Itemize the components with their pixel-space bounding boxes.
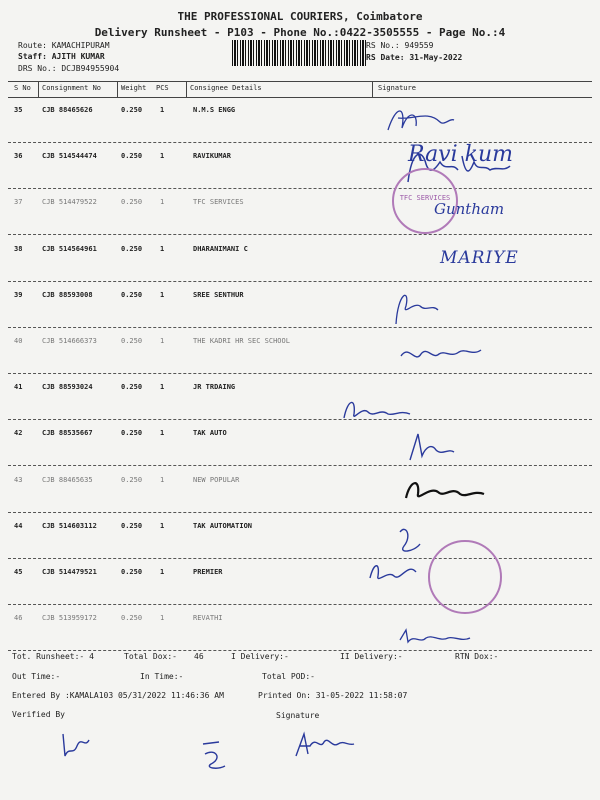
sno-cell: 44: [14, 521, 23, 530]
consignment-cell: CJB 88535667: [42, 429, 93, 438]
total-pod: Total POD:-: [262, 672, 315, 681]
rs-number: RS No.: 949559: [366, 41, 434, 50]
consignment-cell: CJB 514666373: [42, 337, 97, 345]
weight-cell: 0.250: [121, 429, 143, 438]
consignee-cell: TAK AUTO: [193, 429, 227, 438]
sno-cell: 37: [14, 198, 23, 207]
pcs-cell: 1: [160, 152, 165, 161]
table-row: [0, 560, 600, 606]
signature-41: [338, 394, 418, 424]
pcs-cell: 1: [160, 337, 165, 345]
consignment-cell: CJB 88465635: [42, 475, 93, 484]
col-divider: [372, 82, 373, 97]
col-header-signature: Signature: [378, 84, 416, 92]
signature-39: [388, 282, 448, 332]
weight-cell: 0.250: [121, 198, 143, 207]
weight-cell: 0.250: [121, 568, 143, 576]
consignment-cell: CJB 513959172: [42, 614, 97, 623]
staff-label: Staff: AJITH KUMAR: [18, 52, 105, 61]
pcs-cell: 1: [160, 475, 165, 484]
out-time: Out Time:-: [12, 672, 61, 681]
barcode: [232, 40, 366, 66]
consignee-cell: THE KADRI HR SEC SCHOOL: [193, 337, 290, 345]
weight-cell: 0.250: [121, 614, 143, 623]
consignee-cell: DHARANIMANI C: [193, 244, 248, 253]
consignment-cell: CJB 88593008: [42, 290, 93, 299]
table-row: [0, 375, 600, 421]
verifier-signature-1: [55, 726, 95, 766]
consignment-cell: CJB 514603112: [42, 521, 97, 530]
col-header-pcs: PCS: [156, 84, 169, 92]
consignee-cell: PREMIER: [193, 568, 223, 576]
table-row: [0, 468, 600, 514]
pcs-cell: 1: [160, 521, 165, 530]
table-row: [0, 190, 600, 236]
total-dox-label: Total Dox:-: [124, 652, 177, 661]
consignee-cell: N.M.S ENGG: [193, 106, 236, 114]
signature-42: [402, 430, 462, 466]
company-title: THE PROFESSIONAL COURIERS, Coimbatore: [177, 10, 423, 23]
signature-37-text: Guntham: [434, 200, 505, 218]
pcs-cell: 1: [160, 244, 165, 253]
sno-cell: 36: [14, 152, 23, 161]
row-separator: [8, 234, 592, 235]
row-separator: [8, 373, 592, 374]
table-row: [0, 514, 600, 560]
consignee-cell: TAK AUTOMATION: [193, 521, 253, 530]
table-row: [0, 606, 600, 652]
consignment-cell: CJB 514564961: [42, 244, 97, 253]
ii-delivery: II Delivery:-: [340, 652, 403, 661]
consignee-cell: JR TRDAING: [193, 383, 236, 392]
signature-43: [400, 476, 490, 506]
row-separator: [8, 327, 592, 328]
weight-cell: 0.250: [121, 290, 143, 299]
col-header-weight: Weight: [121, 84, 147, 92]
consignment-cell: CJB 514479522: [42, 198, 97, 207]
table-row: [0, 421, 600, 467]
consignee-cell: TFC SERVICES: [193, 198, 244, 207]
signature-36-text: Ravi kum: [408, 142, 514, 167]
printed-on: Printed On: 31-05-2022 11:58:07: [258, 691, 408, 700]
pcs-cell: 1: [160, 568, 165, 576]
table-row: [0, 283, 600, 329]
sno-cell: 42: [14, 429, 23, 438]
pcs-cell: 1: [160, 429, 165, 438]
weight-cell: 0.250: [121, 106, 143, 114]
drs-number: DRS No.: DCJB94955904: [18, 64, 120, 73]
sno-cell: 39: [14, 290, 23, 299]
verified-by: Verified By: [12, 710, 65, 719]
signature-40: [395, 342, 485, 366]
consignee-cell: RAVIKUMAR: [193, 152, 231, 161]
consignment-cell: CJB 88465626: [42, 106, 93, 114]
route-label: Route: KAMACHIPURAM: [18, 41, 110, 50]
pcs-cell: 1: [160, 198, 165, 207]
col-header-sno: S No: [14, 84, 31, 92]
row-separator: [8, 281, 592, 282]
pcs-cell: 1: [160, 614, 165, 623]
col-divider: [117, 82, 118, 97]
tot-runsheet: Tot. Runsheet:- 4: [12, 652, 94, 661]
consignee-cell: SREE SENTHUR: [193, 290, 244, 299]
col-header-consignee: Consignee Details: [190, 84, 262, 92]
total-dox-value: 46: [194, 652, 204, 661]
row-separator: [8, 604, 592, 605]
row-separator: [8, 419, 592, 420]
signature-35: [378, 100, 458, 140]
entered-by: Entered By :KAMALA103 05/31/2022 11:46:36 AM: [12, 691, 224, 700]
consignment-cell: CJB 514544474: [42, 152, 97, 161]
pcs-cell: 1: [160, 106, 165, 114]
sno-cell: 43: [14, 475, 23, 484]
runsheet-title: Delivery Runsheet - P103 - Phone No.:0422-3505555 - Page No.:4: [94, 26, 506, 39]
sno-cell: 38: [14, 244, 23, 253]
signature-46: [396, 628, 476, 648]
weight-cell: 0.250: [121, 521, 143, 530]
consignment-cell: CJB 88593024: [42, 383, 93, 392]
consignee-cell: NEW POPULAR: [193, 475, 240, 484]
stamp-text: TFC SERVICES: [399, 194, 451, 202]
row-separator: [8, 512, 592, 513]
pcs-cell: 1: [160, 383, 165, 392]
weight-cell: 0.250: [121, 475, 143, 484]
sno-cell: 40: [14, 337, 23, 345]
weight-cell: 0.250: [121, 337, 143, 345]
in-time: In Time:-: [140, 672, 184, 681]
pcs-cell: 1: [160, 290, 165, 299]
table-row: [0, 98, 600, 144]
rs-date: RS Date: 31-May-2022: [366, 53, 463, 62]
rtn-dox: RTN Dox:-: [455, 652, 499, 661]
signature-38-text: MARIYE: [440, 248, 519, 268]
i-delivery: I Delivery:-: [231, 652, 289, 661]
sno-cell: 45: [14, 568, 23, 576]
sno-cell: 41: [14, 383, 23, 392]
table-row: [0, 329, 600, 375]
header-top-rule: [8, 81, 592, 82]
sno-cell: 35: [14, 106, 23, 114]
weight-cell: 0.250: [121, 244, 143, 253]
signature-label: Signature: [276, 711, 320, 720]
row-separator: [8, 650, 592, 651]
company-stamp-2: [428, 540, 502, 614]
col-divider: [38, 82, 39, 97]
row-separator: [8, 465, 592, 466]
weight-cell: 0.250: [121, 383, 143, 392]
col-divider: [186, 82, 187, 97]
verifier-signature-3: [290, 726, 360, 766]
col-header-consignment: Consignment No: [42, 84, 102, 92]
consignment-cell: CJB 514479521: [42, 568, 97, 576]
consignee-cell: REVATHI: [193, 614, 223, 623]
row-separator: [8, 558, 592, 559]
weight-cell: 0.250: [121, 152, 143, 161]
sno-cell: 46: [14, 614, 23, 623]
verifier-signature-2: [195, 734, 235, 774]
